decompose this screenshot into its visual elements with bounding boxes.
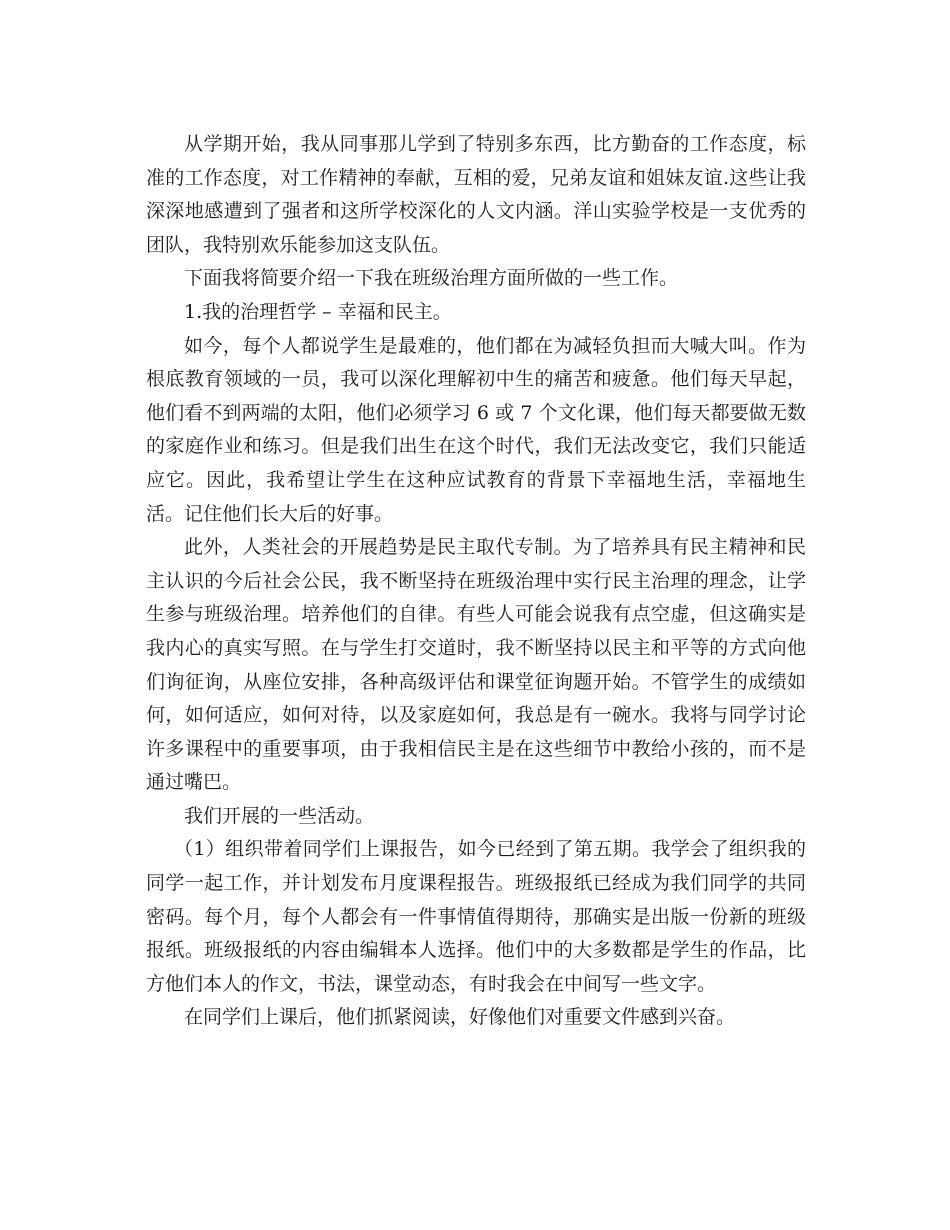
section-heading-philosophy: 1.我的治理哲学 – 幸福和民主。	[184, 300, 452, 323]
paragraph-class-newspaper: （1）组织带着同学们上课报告，如今已经到了第五期。我学会了组织我的同学一起工作，并计划发布月度课程报告。班级报纸已经成为我们同学的共同密码。每个月，每个人都会有一件事情值得期待，那确实是出版一份新的班级报纸。班级报纸的内容由编辑本人选择。他们中的大多数都是学生的作品，比方他们本人的作文，书法，课堂动态，有时我会在中间写一些文字。	[146, 838, 806, 995]
paragraph-intro: 从学期开始，我从同事那儿学到了特别多东西，比方勤奋的工作态度，标准的工作态度，对工作精神的奉献，互相的爱，兄弟友谊和姐妹友谊.这些让我深深地感遭到了强者和这所学校深化的人文内涵。洋山实验学校是一支优秀的团队，我特别欢乐能参加这支队伍。	[146, 133, 806, 256]
paragraph-happiness: 如今，每个人都说学生是最难的，他们都在为减轻负担而大喊大叫。作为根底教育领域的一员，我可以深化理解初中生的痛苦和疲惫。他们每天早起，他们看不到两端的太阳，他们必须学习 6 或 7 个文化课，他们每天都要做无数的家庭作业和练习。但是我们出生在这个时代，我们无法改变它，我们只能适应它。因此，我希望让学生在这种应试教育的背景下幸福地生活，幸福地生活。记住他们长大后的好事。	[146, 334, 806, 525]
paragraph-overview: 下面我将简要介绍一下我在班级治理方面所做的一些工作。	[184, 267, 679, 290]
paragraph-reading: 在同学们上课后，他们抓紧阅读，好像他们对重要文件感到兴奋。	[184, 1006, 736, 1029]
section-heading-activities: 我们开展的一些活动。	[184, 804, 375, 827]
paragraph-democracy: 此外，人类社会的开展趋势是民主取代专制。为了培养具有民主精神和民主认识的今后社会公民，我不断坚持在班级治理中实行民主治理的理念，让学生参与班级治理。培养他们的自律。有些人可能会说我有点空虚，但这确实是我内心的真实写照。在与学生打交道时，我不断坚持以民主和平等的方式向他们询征询，从座位安排，各种高级评估和课堂征询题开始。不管学生的成绩如何，如何适应，如何对待，以及家庭如何，我总是有一碗水。我将与同学讨论许多课程中的重要事项，由于我相信民主是在这些细节中教给小孩的，而不是通过嘴巴。	[146, 536, 806, 794]
document-body	[146, 128, 806, 1035]
